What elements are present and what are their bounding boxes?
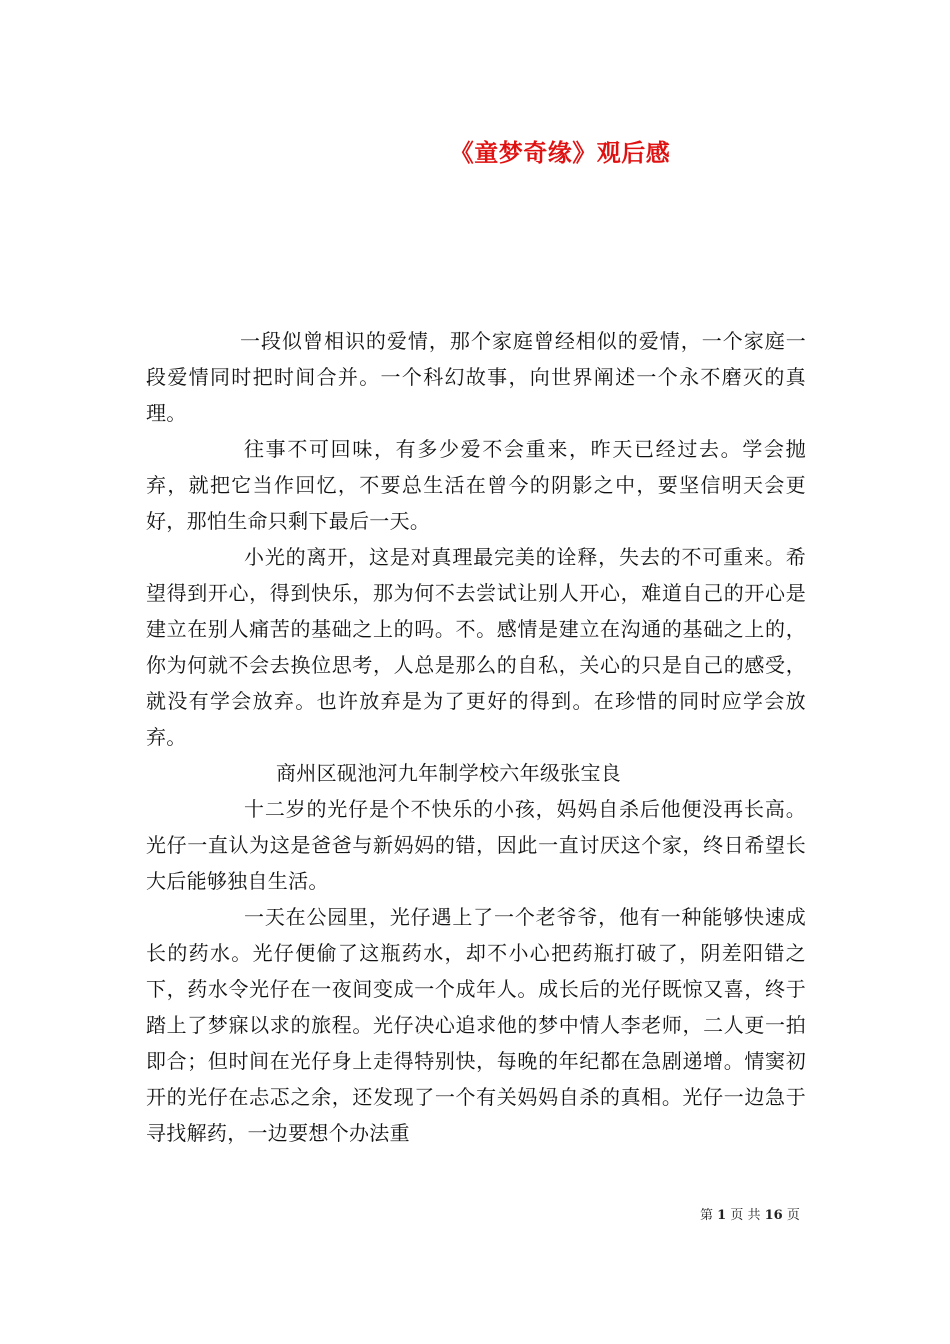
footer-middle: 页 共 <box>730 1208 761 1223</box>
paragraph: 往事不可回味，有多少爱不会重来，昨天已经过去。学会抛弃，就把它当作回忆，不要总生活在曾今的阴影之中，要坚信明天会更好，那怕生命只剩下最后一天。 <box>146 437 806 533</box>
document-body <box>146 323 806 1151</box>
page-footer <box>0 1204 950 1223</box>
footer-prefix: 第 <box>700 1208 714 1223</box>
paragraph: 一天在公园里，光仔遇上了一个老爷爷，他有一种能够快速成长的药水。光仔便偷了这瓶药水，却不小心把药瓶打破了，阴差阳错之下，药水令光仔在一夜间变成一个成年人。成长后的光仔既惊又喜，终于踏上了梦寐以求的旅程。光仔决心追求他的梦中情人李老师，二人更一拍即合；但时间在光仔身上走得特别快，每晚的年纪都在急剧递增。情窦初开的光仔在忐忑之余，还发现了一个有关妈妈自杀的真相。光仔一边急于寻找解药，一边要想个办法重 <box>146 905 806 1145</box>
paragraph: 十二岁的光仔是个不快乐的小孩，妈妈自杀后他便没再长高。光仔一直认为这是爸爸与新妈妈的错，因此一直讨厌这个家，终日希望长大后能够独自生活。 <box>146 797 806 893</box>
paragraph: 一段似曾相识的爱情，那个家庭曾经相似的爱情，一个家庭一段爱情同时把时间合并。一个科幻故事，向世界阐述一个永不磨灭的真理。 <box>146 329 806 425</box>
author-line: 商州区砚池河九年制学校六年级张宝良 <box>276 761 622 785</box>
page-total: 16 <box>764 1208 783 1223</box>
page-number: 1 <box>717 1208 727 1223</box>
paragraph: 小光的离开，这是对真理最完美的诠释，失去的不可重来。希望得到开心，得到快乐，那为何不去尝试让别人开心，难道自己的开心是建立在别人痛苦的基础之上的吗。不。感情是建立在沟通的基础之上的，你为何就不会去换位思考，人总是那么的自私，关心的只是自己的感受，就没有学会放弃。也许放弃是为了更好的得到。在珍惜的同时应学会放弃。 <box>146 545 806 749</box>
footer-suffix: 页 <box>786 1208 800 1223</box>
document-title: 《童梦奇缘》观后感 <box>449 138 671 167</box>
